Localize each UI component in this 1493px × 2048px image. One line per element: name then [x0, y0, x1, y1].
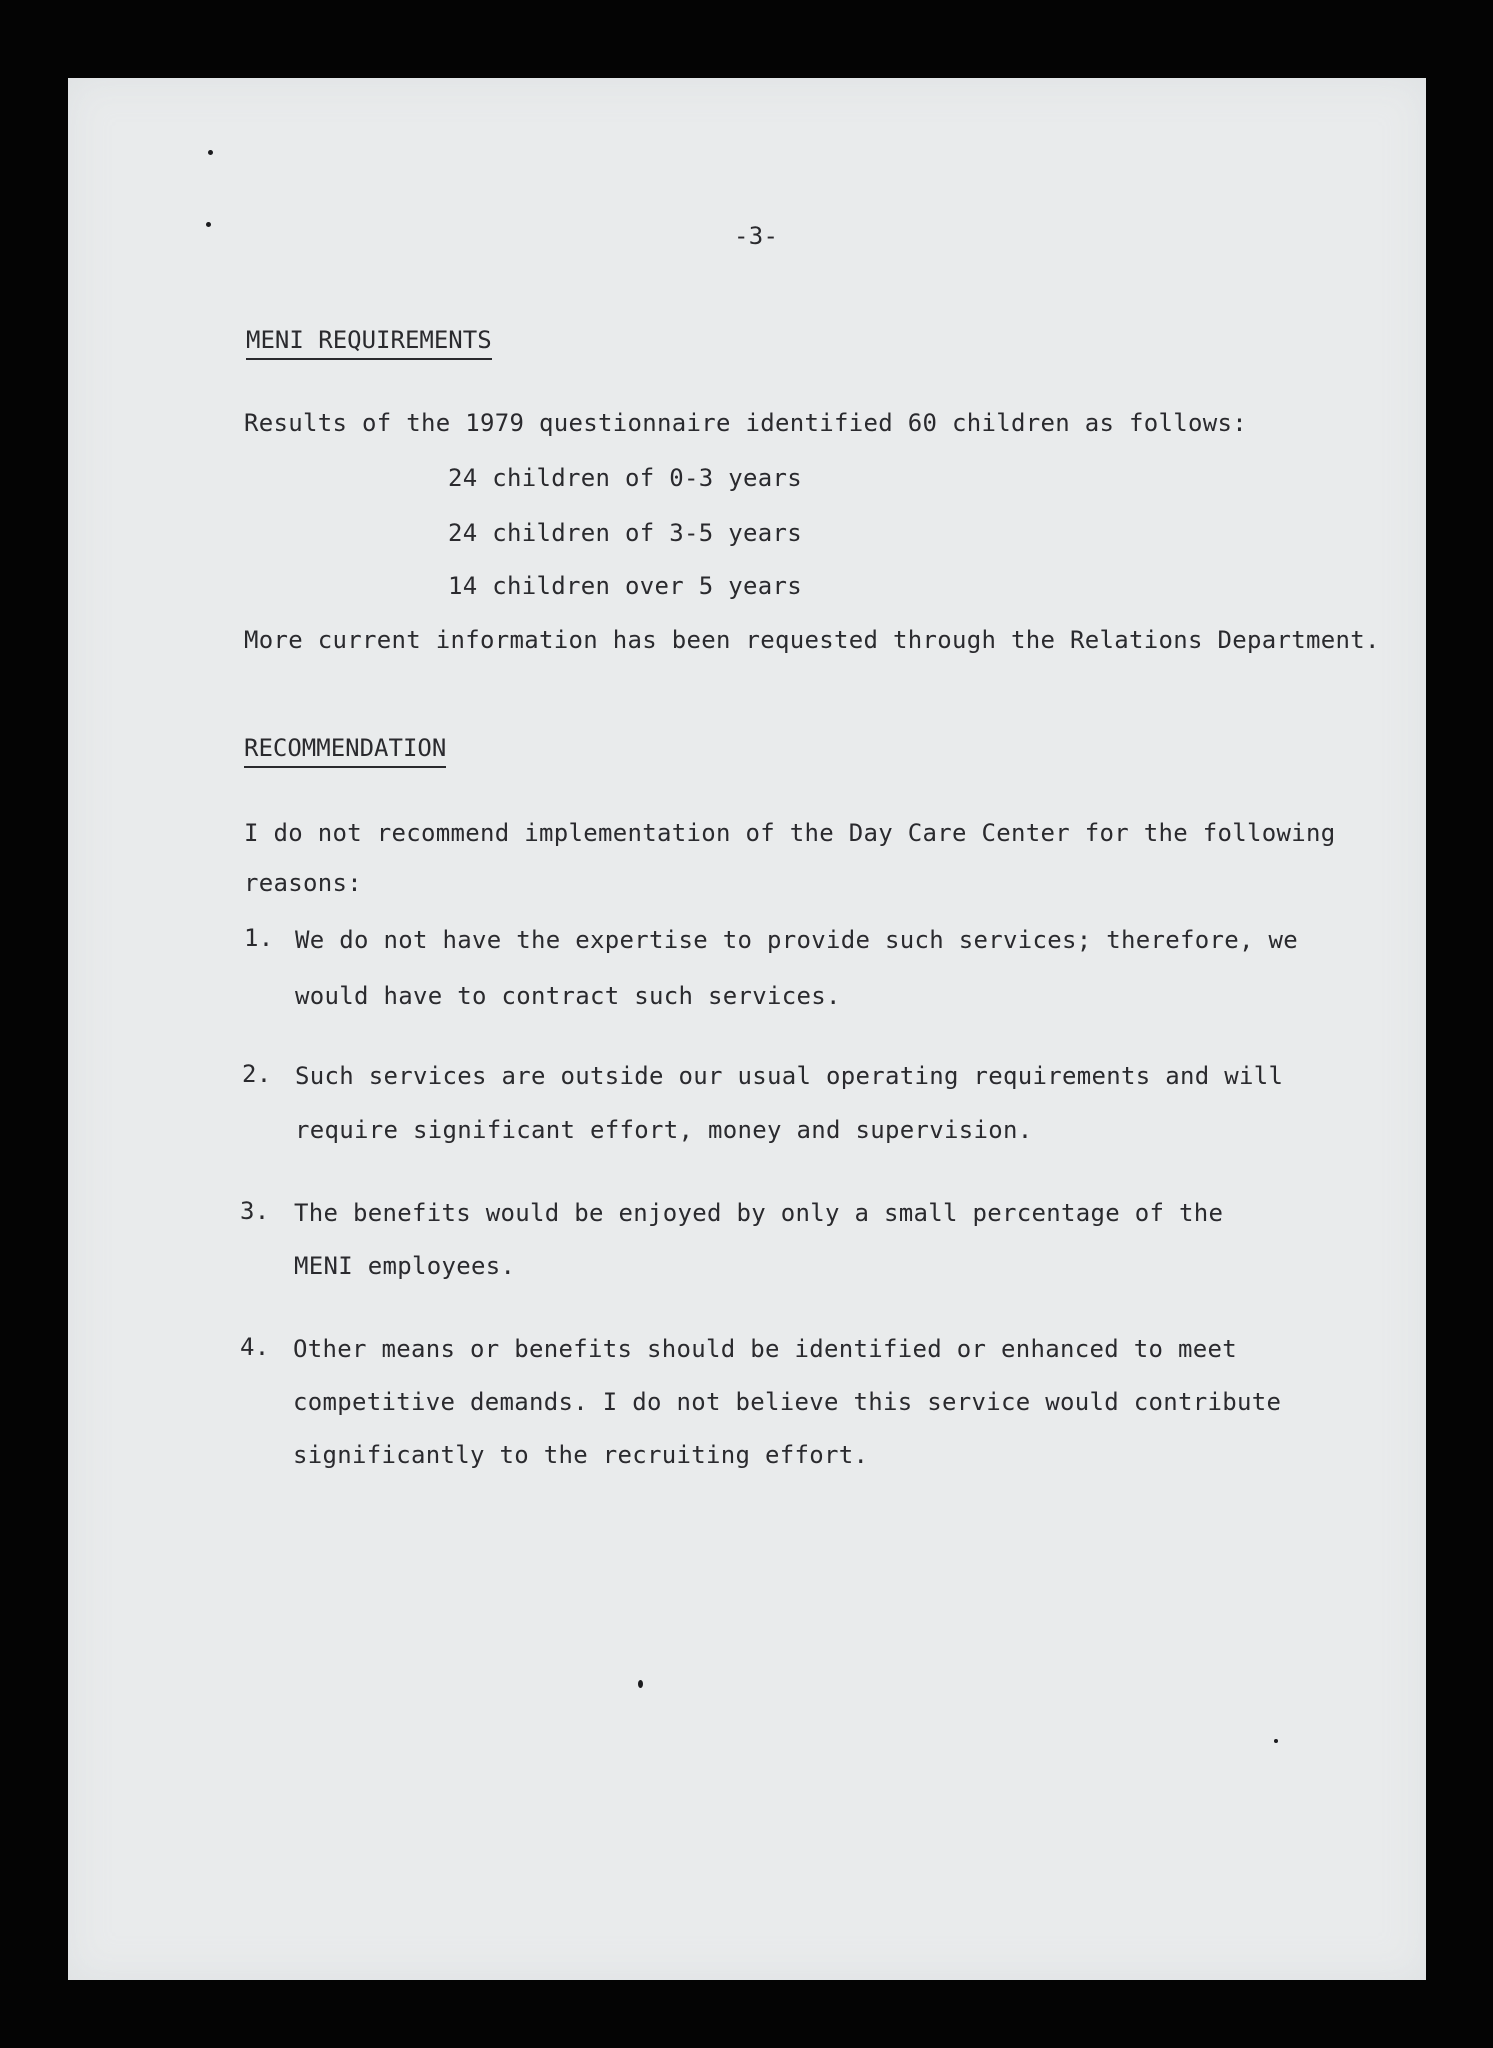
reason-number: 3. — [240, 1197, 270, 1225]
reason-line: would have to contract such services. — [295, 982, 841, 1010]
requirements-intro: Results of the 1979 questionnaire identified 60 children as follows: — [244, 409, 1247, 437]
reason-number: 1. — [244, 924, 274, 952]
scan-speck — [208, 150, 213, 155]
paper-sheet — [68, 78, 1426, 1980]
reason-number: 2. — [242, 1060, 272, 1088]
recommendation-intro: I do not recommend implementation of the Day Care Center for the following — [244, 819, 1336, 847]
scan-speck — [206, 222, 211, 227]
scan-speck — [638, 1680, 643, 1688]
recommendation-intro: reasons: — [244, 869, 362, 897]
page-number: -3- — [734, 222, 779, 250]
reason-line: significantly to the recruiting effort. — [293, 1441, 869, 1469]
requirements-item: 14 children over 5 years — [448, 572, 802, 600]
reason-line: Such services are outside our usual operating requirements and will — [295, 1062, 1284, 1090]
reason-line: The benefits would be enjoyed by only a small percentage of the — [294, 1199, 1224, 1227]
reason-line: require significant effort, money and supervision. — [295, 1116, 1033, 1144]
requirements-note: More current information has been requested through the Relations Department. — [244, 626, 1380, 654]
reason-line: MENI employees. — [294, 1252, 516, 1280]
reason-number: 4. — [240, 1333, 270, 1361]
reason-line: We do not have the expertise to provide such services; therefore, we — [295, 926, 1298, 954]
requirements-item: 24 children of 0-3 years — [448, 464, 802, 492]
requirements-item: 24 children of 3-5 years — [448, 519, 802, 547]
reason-line: Other means or benefits should be identified or enhanced to meet — [293, 1335, 1237, 1363]
section-heading-requirements: MENI REQUIREMENTS — [246, 326, 492, 360]
scan-speck — [1274, 1739, 1278, 1743]
reason-line: competitive demands. I do not believe this service would contribute — [293, 1388, 1282, 1416]
section-heading-recommendation: RECOMMENDATION — [244, 734, 446, 768]
